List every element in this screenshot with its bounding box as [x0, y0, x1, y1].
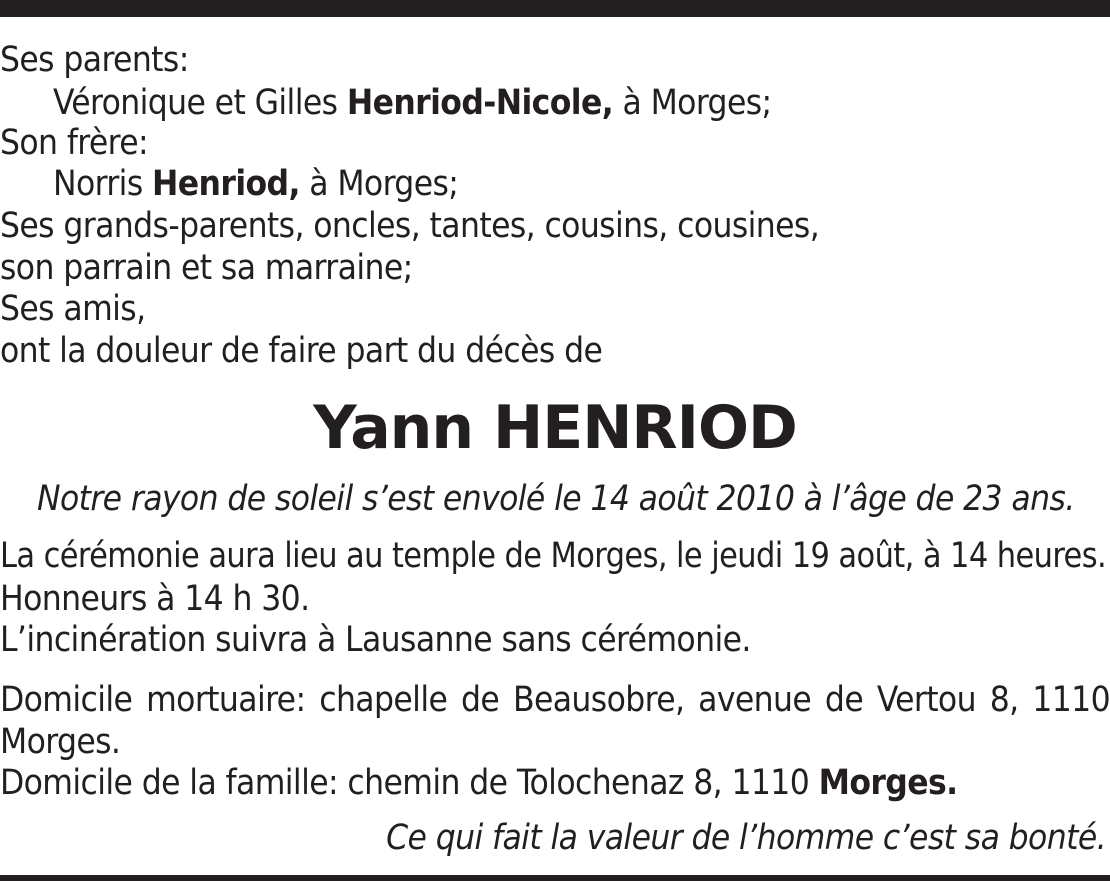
mortuary-word: avenue: [698, 680, 812, 720]
mortuary-address-line-2: Morges.: [0, 722, 121, 762]
mortuary-word: chapelle: [319, 680, 448, 720]
brother-surname: Henriod,: [152, 164, 300, 204]
mortuary-word: Beausobre,: [512, 680, 685, 720]
epitaph: Notre rayon de soleil s’est envolé le 14 août 2010 à l’âge de 23 ans.: [37, 479, 1075, 519]
family-home-address: Domicile de la famille: chemin de Tolochenaz 8, 1110: [0, 763, 810, 803]
brother-first-name: Norris: [53, 164, 143, 204]
announcement-line: ont la douleur de faire part du décès de: [0, 331, 603, 371]
parents-names: Véronique et Gilles: [53, 83, 338, 123]
friends-line: Ses amis,: [0, 289, 146, 329]
relatives-line-2: son parrain et sa marraine;: [0, 248, 413, 288]
ceremony-line-2: Honneurs à 14 h 30.: [0, 579, 310, 619]
parents-surname: Henriod-Nicole,: [346, 83, 614, 123]
family-home-city: Morges.: [818, 763, 958, 803]
mortuary-word: 8,: [989, 680, 1019, 720]
mortuary-word: de: [824, 680, 864, 720]
mortuary-address-line-1: [0, 679, 1110, 721]
mortuary-word: de: [461, 680, 500, 720]
brother-line: [53, 163, 458, 205]
parents-label: Ses parents:: [0, 40, 189, 80]
relatives-line-1: Ses grands-parents, oncles, tantes, cousins, cousines,: [0, 206, 820, 246]
family-home-line: [0, 762, 958, 804]
brother-label: Son frère:: [0, 123, 148, 163]
mortuary-word: 1110: [1032, 680, 1110, 720]
parents-place: à Morges;: [622, 83, 772, 123]
brother-place: à Morges;: [309, 164, 459, 204]
mortuary-word: Vertou: [876, 680, 976, 720]
bottom-rule: [0, 875, 1110, 881]
mortuary-word: mortuaire:: [146, 680, 306, 720]
deceased-name: Yann HENRIOD: [313, 393, 797, 463]
parents-line: [53, 82, 772, 124]
ceremony-line-3: L’incinération suivra à Lausanne sans cérémonie.: [0, 620, 751, 660]
ceremony-line-1: La cérémonie aura lieu au temple de Morges, le jeudi 19 août, à 14 heures.: [0, 536, 1107, 576]
mortuary-word: Domicile: [0, 680, 133, 720]
top-rule: [0, 0, 1110, 17]
closing-quote: Ce qui fait la valeur de l’homme c’est sa bonté.: [386, 818, 1106, 858]
